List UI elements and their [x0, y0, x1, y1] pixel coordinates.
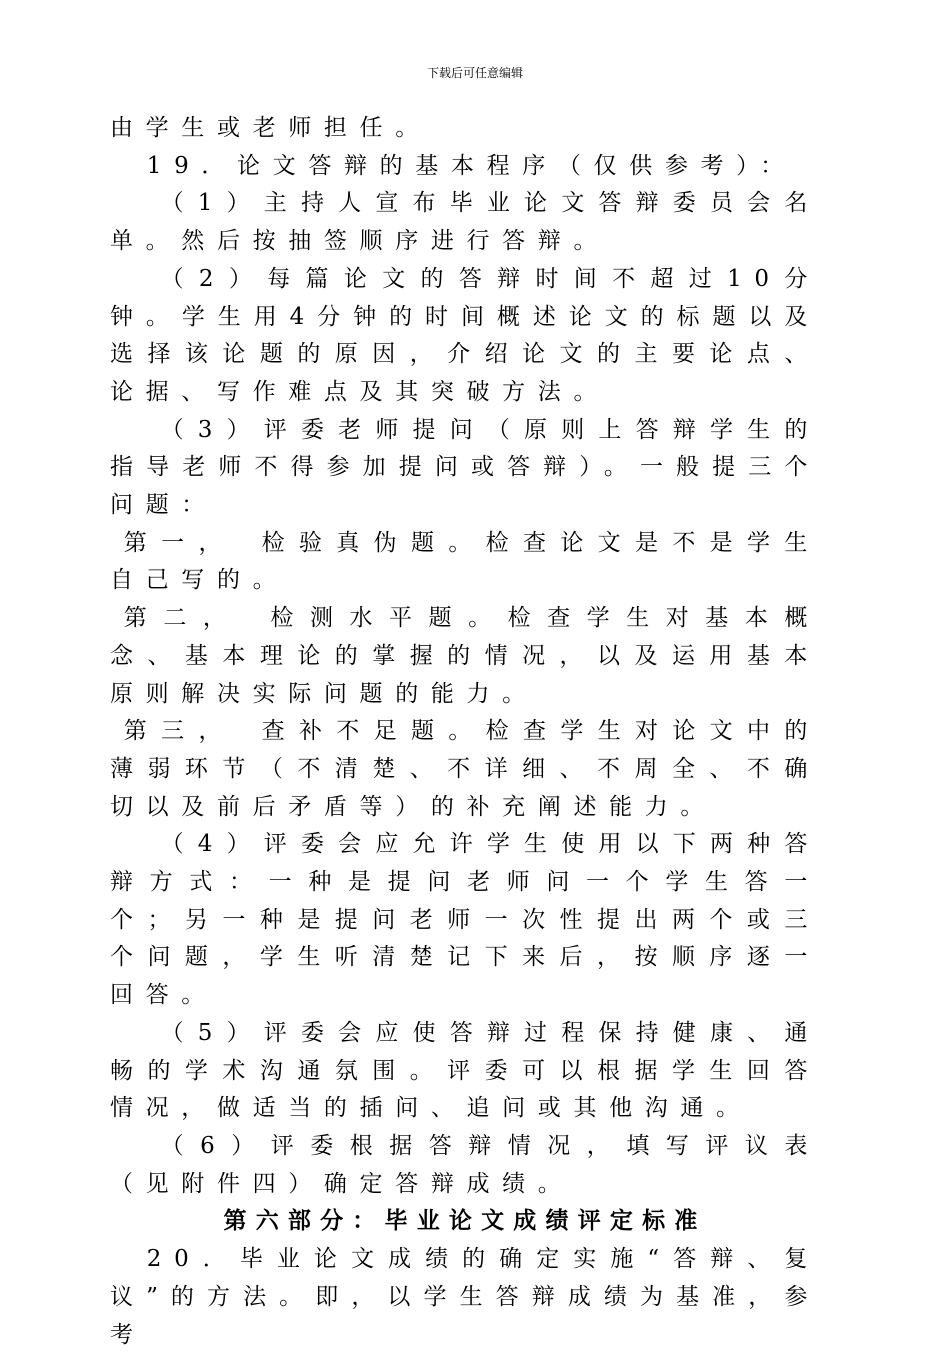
- document-body: [110, 110, 820, 1354]
- question-type-1: 第一， 检验真伪题。检查论文是不是学生自己写的。: [110, 529, 820, 594]
- step-2: （2）每篇论文的答辩时间不超过10分钟。学生用4分钟的时间概述论文的标题以及选择该论题的原因，介绍论文的主要论点、论据、写作难点及其突破方法。: [110, 265, 820, 405]
- question-type-3: 第三， 查补不足题。检查学生对论文中的薄弱环节（不清楚、不详细、不周全、不确切以及前后矛盾等）的补充阐述能力。: [110, 718, 820, 820]
- step-4: （4）评委会应允许学生使用以下两种答辩方式：一种是提问老师问一个学生答一个；另一种是提问老师一次性提出两个或三个问题，学生听清楚记下来后，按顺序逐一回答。: [110, 831, 820, 1009]
- step-6: （6）评委根据答辩情况，填写评议表（见附件四）确定答辩成绩。: [110, 1132, 820, 1197]
- item-20: 20．毕业论文成绩的确定实施“答辩、复议”的方法。即，以学生答辩成绩为基准，参考: [110, 1246, 820, 1348]
- paragraph-continued: 由学生或老师担任。: [110, 115, 431, 141]
- step-3: （3）评委老师提问（原则上答辩学生的指导老师不得参加提问或答辩）。一般提三个问题：: [110, 416, 820, 519]
- step-1: （1）主持人宣布毕业论文答辩委员会名单。然后按抽签顺序进行答辩。: [110, 190, 820, 255]
- step-5: （5）评委会应使答辩过程保持健康、通畅的学术沟通氛围。评委可以根据学生回答情况，做适当的插问、追问或其他沟通。: [110, 1019, 820, 1122]
- page-header: 下载后可任意编辑: [426, 66, 523, 80]
- question-type-2: 第二， 检测水平题。检查学生对基本概念、基本理论的掌握的情况，以及运用基本原则解决实际问题的能力。: [110, 605, 820, 707]
- section-heading: 第六部分：毕业论文成绩评定标准: [223, 1208, 707, 1235]
- item-19-heading: 19．论文答辩的基本程序（仅供参考）：: [146, 152, 796, 179]
